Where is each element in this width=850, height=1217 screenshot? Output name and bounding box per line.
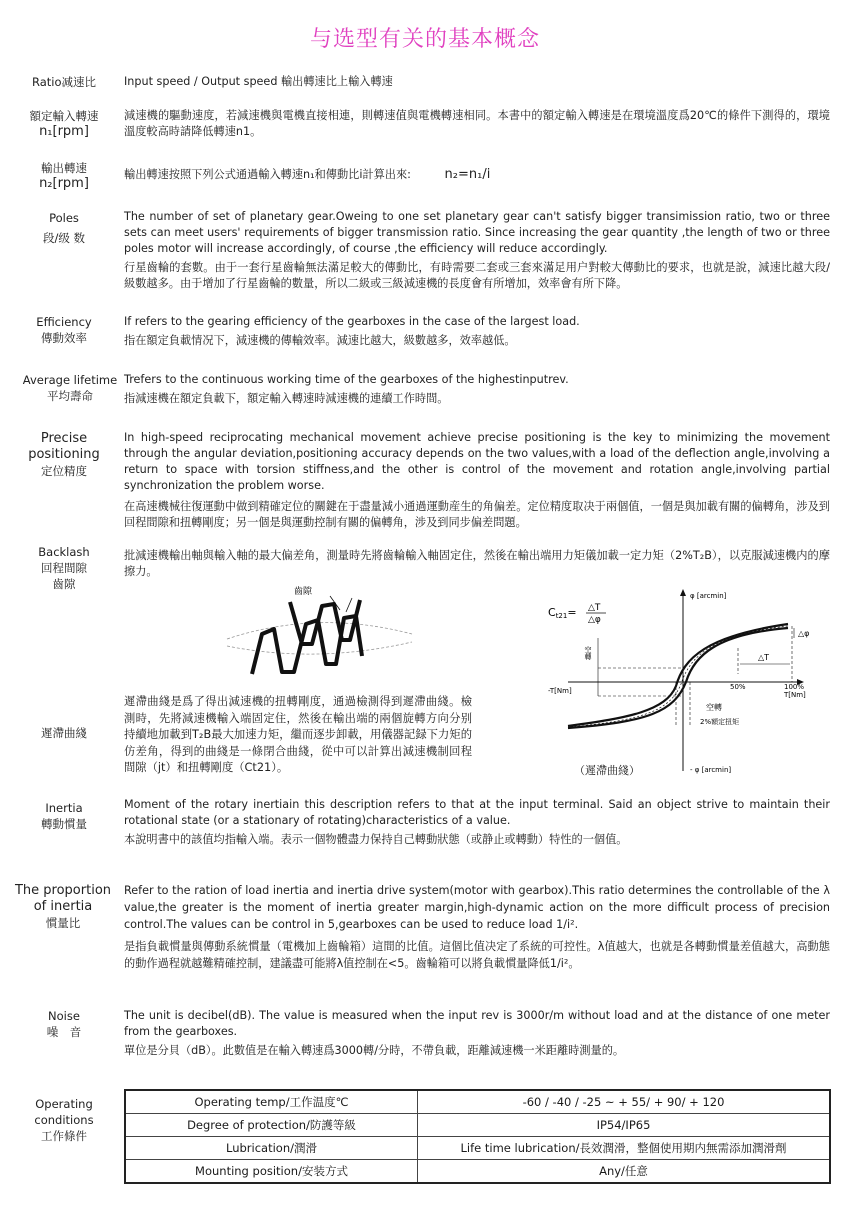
desc-proportion (124, 882, 830, 972)
efficiency-zh: 指在額定負載情况下，減速機的傳輸效率。減速比越大，級數越多，效率越低。 (124, 334, 516, 347)
chart-y-top: φ [arcmin] (690, 592, 727, 600)
chart-x-50: 50% (730, 683, 746, 691)
term-rated-input-symbol: n₁[rpm] (39, 124, 89, 139)
desc-poles (124, 209, 830, 292)
desc-hysteresis: 遲滯曲綫是爲了得出減速機的扭轉剛度，通過檢測得到遲滯曲綫。檢測時，先將減速機輸入端固定住，然後在輸出端的兩個旋轉方向分别持續地加載到T₂B最大加速力矩，繼而逐步卸載，用儀器記録下力矩的仿差角，得到的曲綫是一條閉合曲綫，從中可以計算出減速機制回程間隙（jt）和扭轉剛度（Ct21）。 (124, 695, 472, 774)
term-rated-input (14, 108, 114, 140)
chart-formula-lhs: Ct21= (548, 606, 577, 620)
desc-efficiency (124, 314, 830, 349)
term-lifetime-zh: 平均壽命 (47, 389, 93, 403)
table-row (125, 1114, 830, 1137)
term-operating-zh: 工作條件 (41, 1129, 87, 1143)
desc-output-speed (124, 167, 830, 183)
term-ratio: Ratio减速比 (31, 75, 97, 89)
operating-table (124, 1089, 831, 1184)
precise-zh: 在高速機械往復運動中做到精確定位的關鍵在于盡量減小通過運動産生的角偏差。定位精度取决于兩個值，一個是與加載有關的偏轉角，涉及到回程間隙和扭轉剛度；另一個是與運動控制有關的偏轉角，涉及到同步偏差問題。 (124, 500, 830, 529)
inertia-en: Moment of the rotary inertiain this description refers to that at the input terminal. Said an object strive to maintain their rotational state (or a stationary of rotating)characteristics of a value. (124, 798, 830, 827)
chart-y-bottom: - φ [arcmin] (690, 766, 732, 774)
gear-label: 齒隙 (294, 587, 313, 597)
hysteresis-chart (548, 586, 838, 778)
gear-illustration (222, 584, 417, 684)
term-efficiency-zh: 傳動效率 (41, 331, 87, 345)
term-operating-en1: Operating (35, 1097, 93, 1111)
table-row (125, 1090, 830, 1114)
term-rated-input-zh: 額定輸入轉速 (29, 109, 99, 123)
op-value: IP54/IP65 (418, 1114, 831, 1137)
output-speed-formula: n₂=n₁/i (444, 167, 491, 182)
op-label: Operating temp/工作温度℃ (125, 1090, 418, 1114)
gear-teeth-upper (290, 600, 360, 644)
term-lifetime (14, 372, 126, 404)
term-efficiency-en: Efficiency (36, 315, 92, 329)
noise-zh: 單位是分貝（dB）。此數值是在輸入轉速爲3000轉/分時，不帶負載，距離減速機一米距離時測量的。 (124, 1044, 625, 1057)
chart-x-left: -T[Nm] (548, 687, 572, 695)
desc-noise (124, 1008, 830, 1059)
table-row (125, 1160, 830, 1184)
op-value: Any/任意 (418, 1160, 831, 1184)
chart-delta-t: △T (758, 653, 770, 662)
term-poles-en: Poles (49, 211, 79, 225)
term-noise-zh: 噪 音 (46, 1025, 82, 1039)
poles-zh: 行星齒輪的套數。由于一套行星齒輪無法滿足較大的傳動比，有時需要二套或三套來滿足用户對較大傳動比的要求，也就是說，減速比越大段/級數越多。由于增加了行星齒輪的數量，所以二級或三級減速機的長度會有所增加，效率會有所下降。 (124, 261, 830, 290)
term-precise-zh: 定位精度 (41, 464, 87, 478)
precise-en: In high-speed reciprocating mechanical movement achieve precise positioning is the key to minimizing the movement through the angular deviation,positioning accuracy depends on the two values,with a load of the deflection angle,involving a return to space with torsion stiffness,and the other is control of the movement and rotation angle,involving partial synchronization the problem worse. (124, 431, 830, 492)
term-output-speed (14, 160, 114, 192)
desc-ratio: Input speed / Output speed 輸出轉速比上輸入轉速 (124, 75, 393, 88)
term-hysteresis: 遲滯曲綫 (41, 726, 87, 740)
chart-y-arrow (680, 589, 686, 596)
chart-formula-den: △φ (588, 615, 601, 625)
term-poles (14, 210, 114, 246)
efficiency-en: If refers to the gearing efficiency of the gearboxes in the case of the largest load. (124, 315, 580, 328)
term-noise (14, 1008, 114, 1040)
term-backlash-en: Backlash (38, 545, 90, 559)
term-inertia-zh: 轉動慣量 (41, 817, 87, 831)
lifetime-en: Trefers to the continuous working time of the gearboxes of the highestinputrev. (124, 373, 569, 386)
lifetime-zh: 指減速機在額定負載下，額定輸入轉速時減速機的連續工作時間。 (124, 392, 449, 405)
chart-x-100: 100% (784, 683, 805, 691)
desc-lifetime (124, 372, 830, 407)
term-operating (14, 1096, 114, 1144)
chart-caption: （遲滯曲綫） (574, 764, 640, 777)
term-lifetime-en: Average lifetime (22, 373, 118, 387)
term-proportion-en2: of inertia (33, 899, 93, 914)
term-inertia (14, 800, 114, 832)
inertia-zh: 本說明書中的該值均指輸入端。表示一個物體盡力保持自己轉動狀態（或静止或轉動）特性的一個值。 (124, 833, 628, 846)
output-speed-text: 輸出轉速按照下列公式通過輸入轉速n₁和傳動比i計算出來: (124, 168, 411, 181)
chart-x-unit: T[Nm] (784, 691, 806, 699)
desc-precise (124, 430, 830, 531)
op-label: Lubrication/潤滑 (125, 1137, 418, 1160)
term-output-speed-symbol: n₂[rpm] (39, 176, 89, 191)
proportion-en: Refer to the ration of load inertia and inertia drive system(motor with gearbox).This ratio determines the controllable of the λ value,the greater is the moment of inertia greater margin,high-dynamic action on the more difficult process of precision control.The values can be control in 5,gearboxes can be used to reduce load 1/i². (124, 884, 830, 931)
term-backlash-zh2: 齒隙 (52, 577, 76, 591)
term-proportion-zh: 慣量比 (45, 916, 81, 930)
chart-rated-torque: 2%額定扭矩 (700, 718, 740, 726)
gear-pitch-line-2 (227, 642, 412, 654)
proportion-zh: 是指負載慣量與傳動系統慣量（電機加上齒輪箱）這間的比值。這個比值决定了系統的可控性。λ值越大，也就是各轉動慣量差值越大，高動態的動作過程就越難精確控制，建議盡可能將λ值控制在<5。齒輪箱可以將負載慣量降低1/i²。 (124, 940, 830, 970)
term-poles-zh: 段/级 数 (42, 231, 86, 245)
term-noise-en: Noise (48, 1009, 80, 1023)
term-proportion (10, 883, 116, 931)
term-output-speed-zh: 輸出轉速 (41, 161, 87, 175)
term-precise-en2: positioning (28, 447, 100, 462)
term-precise-en1: Precise (40, 431, 88, 446)
desc-inertia (124, 797, 830, 848)
op-value: -60 / -40 / -25 ~ + 55/ + 90/ + 120 (418, 1090, 831, 1114)
page-title: 与选型有关的基本概念 (309, 27, 540, 52)
op-value: Life time lubrication/長效潤滑，整個使用期内無需添加潤滑劑 (418, 1137, 831, 1160)
term-precise (14, 431, 114, 479)
desc-rated-input: 減速機的驅動速度，若減速機與電機直接相連，則轉速值與電機轉速相同。本書中的額定輸入轉速是在環境溫度爲20℃的條件下測得的，環境溫度較高時請降低轉速n1。 (124, 109, 830, 138)
desc-backlash: 批減速機輸出軸與輸入軸的最大偏差角，測量時先將齒輪輸入軸固定住，然後在輸出端用力矩儀加載一定力矩（2%T₂B），以克服減速機内的摩擦力。 (124, 549, 830, 578)
poles-en: The number of set of planetary gear.Oweing to one set planetary gear can't satisfy bigger transimission ratio, two or three sets can meet users' requirements of bigger transmission ratio. Since increasing the gear quantity ,the length of two or three poles motor will increase accordingly, of course ,the efficiency will reduce accordingly. (124, 210, 830, 255)
chart-kongzhuan-h: 空轉 (706, 703, 722, 712)
term-backlash-zh1: 回程間隙 (41, 561, 87, 575)
term-backlash (14, 544, 114, 592)
op-label: Mounting position/安装方式 (125, 1160, 418, 1184)
term-inertia-en: Inertia (45, 801, 83, 815)
gear-backlash-leader-2 (346, 598, 352, 612)
table-row (125, 1137, 830, 1160)
noise-en: The unit is decibel(dB). The value is measured when the input rev is 3000r/m without load and at the distance of one meter from the gearboxes. (124, 1009, 830, 1038)
chart-delta-phi: △φ (798, 629, 810, 638)
chart-curve-upper (568, 624, 788, 726)
chart-kongzhuan-v: 空轉 (584, 646, 592, 660)
op-label: Degree of protection/防護等級 (125, 1114, 418, 1137)
chart-formula-num: △T (588, 603, 601, 613)
term-operating-en2: conditions (34, 1113, 94, 1127)
term-efficiency (14, 314, 114, 346)
term-proportion-en1: The proportion (14, 883, 112, 898)
